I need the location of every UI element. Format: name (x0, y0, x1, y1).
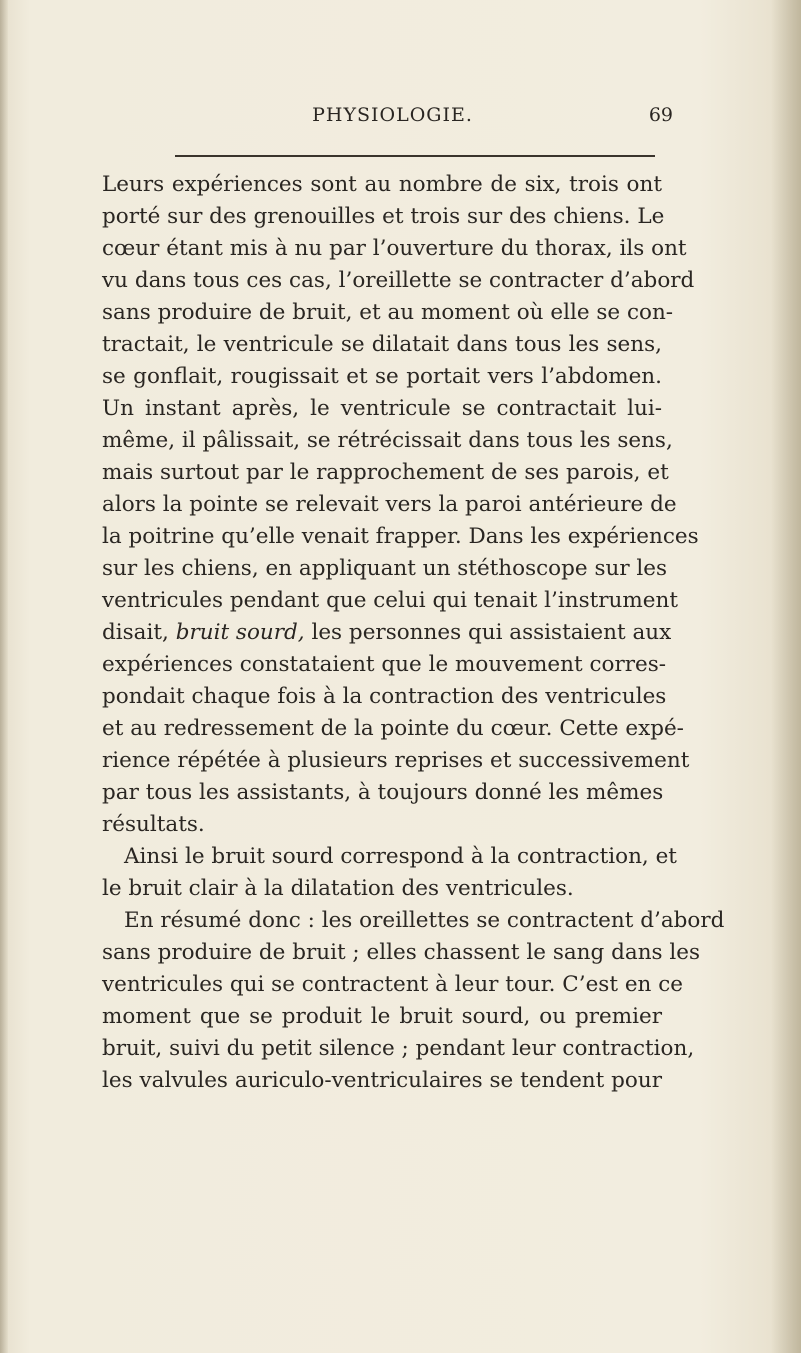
text-line-with-italic (102, 617, 672, 649)
text-line: rience répétée à plusieurs reprises et successivement (102, 748, 690, 773)
text-line: se gonflait, rougissait et se portait vers l’abdomen. (102, 364, 662, 389)
text-segment: disait, (102, 620, 176, 645)
text-line: En résumé donc : les oreillettes se contractent d’abord (124, 908, 725, 933)
text-line: alors la pointe se relevait vers la paroi antérieure de (102, 492, 677, 517)
text-line: sur les chiens, en appliquant un stéthoscope sur les (102, 556, 668, 581)
text-line: les valvules auriculo-ventriculaires se tendent pour (102, 1068, 662, 1093)
text-line: bruit, suivi du petit silence ; pendant leur contraction, (102, 1036, 695, 1061)
text-line: tractait, le ventricule se dilatait dans tous les sens, (102, 332, 662, 357)
text-line: Ainsi le bruit sourd correspond à la contraction, et (124, 844, 677, 869)
text-line: la poitrine qu’elle venait frapper. Dans les expériences (102, 524, 699, 549)
text-line: résultats. (102, 812, 205, 837)
text-line: ventricules pendant que celui qui tenait l’instrument (102, 588, 678, 613)
text-line: mais surtout par le rapprochement de ses parois, et (102, 460, 669, 485)
page-header (120, 104, 673, 134)
text-line: sans produire de bruit ; elles chassent le sang dans les (102, 940, 701, 965)
text-line: par tous les assistants, à toujours donné les mêmes (102, 780, 664, 805)
text-line: moment que se produit le bruit sourd, ou premier (102, 1004, 662, 1029)
text-line: cœur étant mis à nu par l’ouverture du thorax, ils ont (102, 236, 687, 261)
text-line: expériences constataient que le mouvement corres- (102, 652, 667, 677)
text-line: sans produire de bruit, et au moment où elle se con- (102, 300, 674, 325)
running-title: PHYSIOLOGIE. (312, 104, 473, 126)
text-line: porté sur des grenouilles et trois sur des chiens. Le (102, 204, 665, 229)
text-line: et au redressement de la pointe du cœur. Cette expé- (102, 716, 684, 741)
italic-phrase: bruit sourd, (175, 620, 305, 645)
page-edge-discoloration (771, 0, 801, 1353)
body-text (102, 169, 725, 1097)
header-rule (175, 155, 655, 157)
page-gutter-shadow (0, 0, 8, 1353)
text-segment: les personnes qui assistaient aux (304, 620, 672, 645)
text-line: Leurs expériences sont au nombre de six, trois ont (102, 172, 662, 197)
page-number: 69 (648, 104, 673, 126)
text-line: ventricules qui se contractent à leur tour. C’est en ce (102, 972, 683, 997)
text-line: le bruit clair à la dilatation des ventricules. (102, 876, 574, 901)
text-line: même, il pâlissait, se rétrécissait dans tous les sens, (102, 428, 673, 453)
text-line: vu dans tous ces cas, l’oreillette se contracter d’abord (102, 268, 695, 293)
text-line: Un instant après, le ventricule se contractait lui- (102, 396, 662, 421)
text-line: pondait chaque fois à la contraction des ventricules (102, 684, 667, 709)
